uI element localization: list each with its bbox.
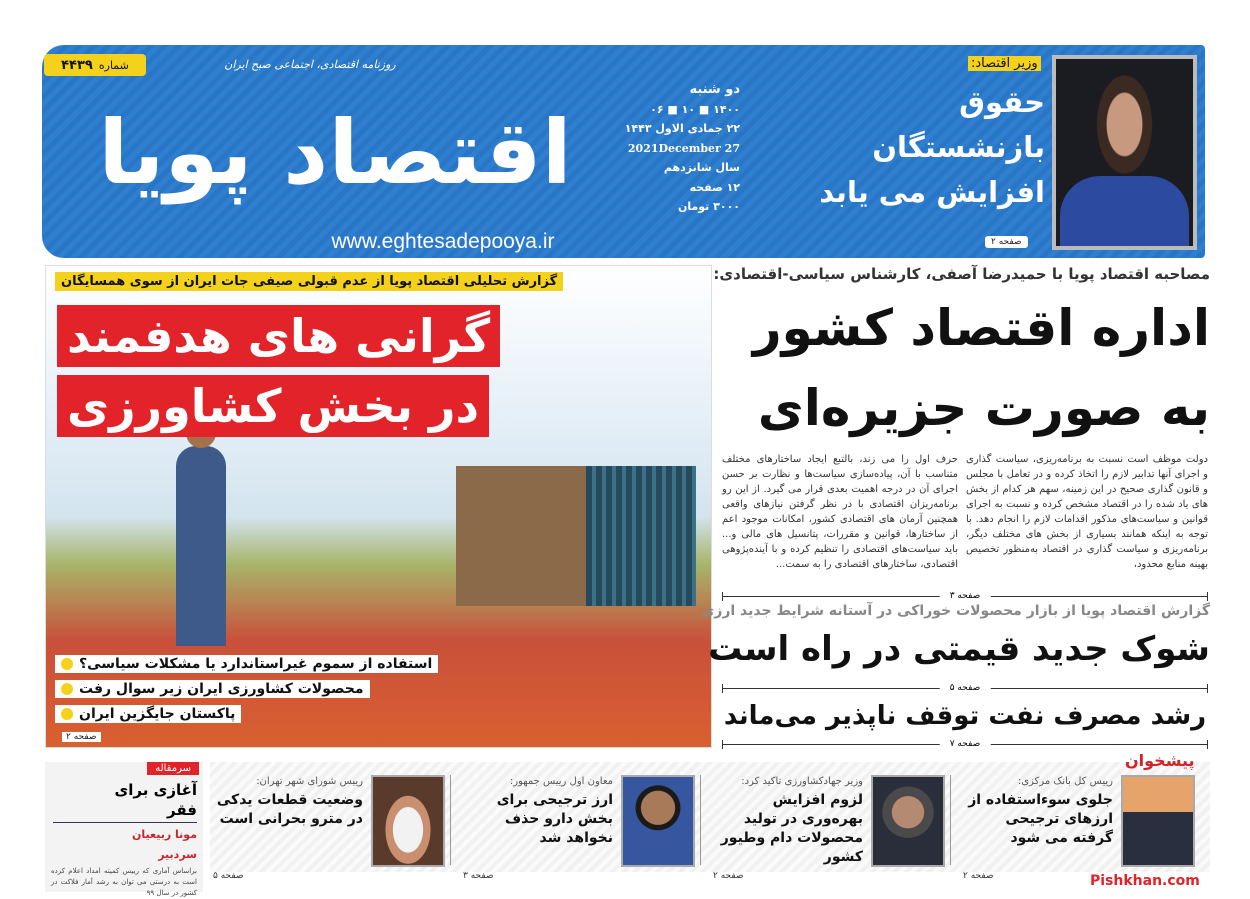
interview-body-right: دولت موظف است نسبت به برنامه‌ریزی، سیاست گذاری و اجرای آنها تدابیر لازم را اتخاذ کرده و در تعامل با مجلس و قانون گذاری صحیح در این زمینه، سهم هر کدام از بخش های یاد شده را در اقتصاد مشخص کرده و نسبت به اجرای قوانین و سیاست‌های مذکور اقدامات لازم را انجام دهد. با توجه به اینکه همانند بسیاری از بخش های مختلف دیگر، برنامه‌ریزی و سیاست گذاری در اقتصاد به‌منظور تخصیص بهینه منابع محدود، [966, 454, 1208, 570]
issue-badge [44, 54, 146, 76]
bullet-item[interactable] [55, 705, 241, 723]
mini-story-headline: ارز ترجیحی برای بخش دارو حذف نخواهد شد [496, 792, 613, 846]
bullet-dot-icon [61, 683, 73, 695]
editorial-headline[interactable]: آغازی برای فقر [114, 781, 197, 819]
person-photo [621, 775, 695, 867]
bullet-item[interactable] [55, 680, 370, 698]
top-story-kicker: وزیر اقتصاد: [968, 56, 1041, 71]
date-persian: ۱۴۰۰ ■ ۱۰ ■ ۰۶ [650, 102, 740, 116]
price: ۳۰۰۰ تومان [677, 200, 740, 213]
separator [450, 775, 451, 865]
mini-story-page: صفحه ۳ [463, 871, 494, 881]
mini-story-page: صفحه ۲ [963, 871, 994, 881]
mini-story-label: معاون اول رییس جمهور: [509, 776, 613, 787]
person-photo [871, 775, 945, 867]
top-story-headline[interactable]: حقوق بازنشستگان افزایش می یابد [819, 85, 1045, 209]
page-count: ۱۲ صفحه [689, 180, 740, 194]
interview-page: صفحه ۳ [940, 590, 991, 602]
mini-story-headline: لزوم افزایش بهره‌وری در تولید محصولات دام وطیور کشور [720, 792, 863, 865]
minister-photo [1052, 55, 1197, 250]
mini-story-headline: وضعیت قطعات یدکی در مترو بحرانی است [216, 792, 363, 827]
issue-number: ۴۴۳۹ [61, 57, 93, 73]
separator [950, 775, 951, 865]
main-story-page: صفحه ۲ [62, 732, 101, 742]
mini-story-page: صفحه ۲ [713, 871, 744, 881]
page-divider [722, 592, 1208, 601]
divider [53, 822, 197, 823]
tagline: روزنامه اقتصادی، اجتماعی صبح ایران [224, 58, 396, 71]
mini-story-page: صفحه ۵ [213, 871, 244, 881]
interview-body-left: حرف اول را می زند، بالتبع ایجاد ساختارهای مختلف متناسب با آن، پیاده‌سازی سیاست‌ها و نظارت بر حسن اجرای آن در درجه اهمیت بعدی قرار می گیرد. از این رو برنامه‌ریزان اقتصادی با در نظر گرفتن نیازهای واقعی همچنین آرمان های اقتصادی کشور، امکانات موجود اعم از ساختارها، قوانین و مقررات، پتانسیل های مالی و... باید سیاست‌های اقتصادی را تنظیم کرده و با آینده‌پژوهی اقتصادی، ساختارهای اقتصادی را به سمت... [722, 454, 958, 570]
watermark-url: Pishkhan.com [1090, 873, 1200, 889]
interview-kicker: مصاحبه اقتصاد پویا با حمیدرضا آصفی، کارشناس سیاسی-اقتصادی: [713, 265, 1210, 283]
mini-story-label: رییس کل بانک مرکزی: [1017, 776, 1113, 787]
editorial-tag: سرمقاله [147, 762, 199, 775]
mini-story[interactable] [455, 775, 695, 881]
mini-story[interactable] [705, 775, 945, 881]
oil-story-page: صفحه ۷ [940, 738, 991, 750]
mini-story-label: رییس شورای شهر تهران: [256, 776, 363, 787]
page-divider [722, 684, 1208, 693]
bullet-item[interactable] [55, 655, 438, 673]
website-url[interactable]: www.eghtesadepooya.ir [331, 230, 555, 253]
bullet-text: محصولات کشاورزی ایران زیر سوال رفت [79, 681, 364, 697]
page-divider [722, 740, 1208, 749]
main-story-kicker: گزارش تحلیلی اقتصاد پویا از عدم قبولی صیفی جات ایران از سوی همسایگان [55, 272, 563, 291]
main-story-headline-2[interactable]: در بخش کشاورزی [57, 375, 489, 437]
food-story-headline[interactable]: شوک جدید قیمتی در راه است [708, 629, 1210, 669]
person-photo [1121, 775, 1195, 867]
main-story-headline-1[interactable]: گرانی های هدفمند [57, 305, 500, 367]
editorial-body: براساس آماری که رییس کمیته امداد اعلام کرده است به درستی می توان به رشد آمار فلاکت در کشور در سال ۹۹ [51, 867, 197, 897]
food-story-kicker: گزارش اقتصاد پویا از بازار محصولات خوراکی در آستانه شرایط جدید ارزی [701, 603, 1210, 619]
mini-story-label: وزیر جهادکشاورزی تاکید کرد: [741, 776, 863, 787]
interview-headline-1[interactable]: اداره اقتصاد کشور [752, 299, 1210, 357]
issue-label: شماره [98, 58, 129, 72]
person-photo [371, 775, 445, 867]
mini-story-headline: جلوی سوءاستفاده از ارزهای ترجیحی گرفته می شود [968, 792, 1113, 846]
mini-story[interactable] [955, 775, 1195, 881]
weekday: دو شنبه [689, 82, 740, 97]
date-gregorian: 2021December 27 [627, 141, 740, 155]
separator [700, 775, 701, 865]
editorial-box [45, 762, 203, 897]
editorial-author: مونا ربیعیان [132, 828, 197, 841]
date-hijri: ۲۲ جمادی الاول ۱۴۴۳ [624, 122, 740, 135]
date-column [620, 80, 740, 217]
watermark-brand: پیشخوان [1125, 751, 1195, 770]
bullet-dot-icon [61, 708, 73, 720]
year-volume: سال شانزدهم [663, 161, 740, 174]
editorial-author-role: سردبیر [158, 848, 197, 861]
mini-story[interactable] [205, 775, 445, 881]
interview-headline-2[interactable]: به صورت جزیره‌ای [757, 379, 1210, 437]
top-story-page: صفحه ۲ [985, 236, 1028, 248]
food-story-page: صفحه ۵ [940, 682, 991, 694]
bullet-dot-icon [61, 658, 73, 670]
bullet-text: استفاده از سموم غیراستاندارد یا مشکلات سیاسی؟ [79, 656, 433, 672]
newspaper-logo: اقتصاد پویا [98, 101, 572, 204]
oil-story-headline[interactable]: رشد مصرف نفت توقف ناپذیر می‌ماند [723, 701, 1207, 731]
bullet-text: پاکستان جایگزین ایران [79, 706, 236, 722]
